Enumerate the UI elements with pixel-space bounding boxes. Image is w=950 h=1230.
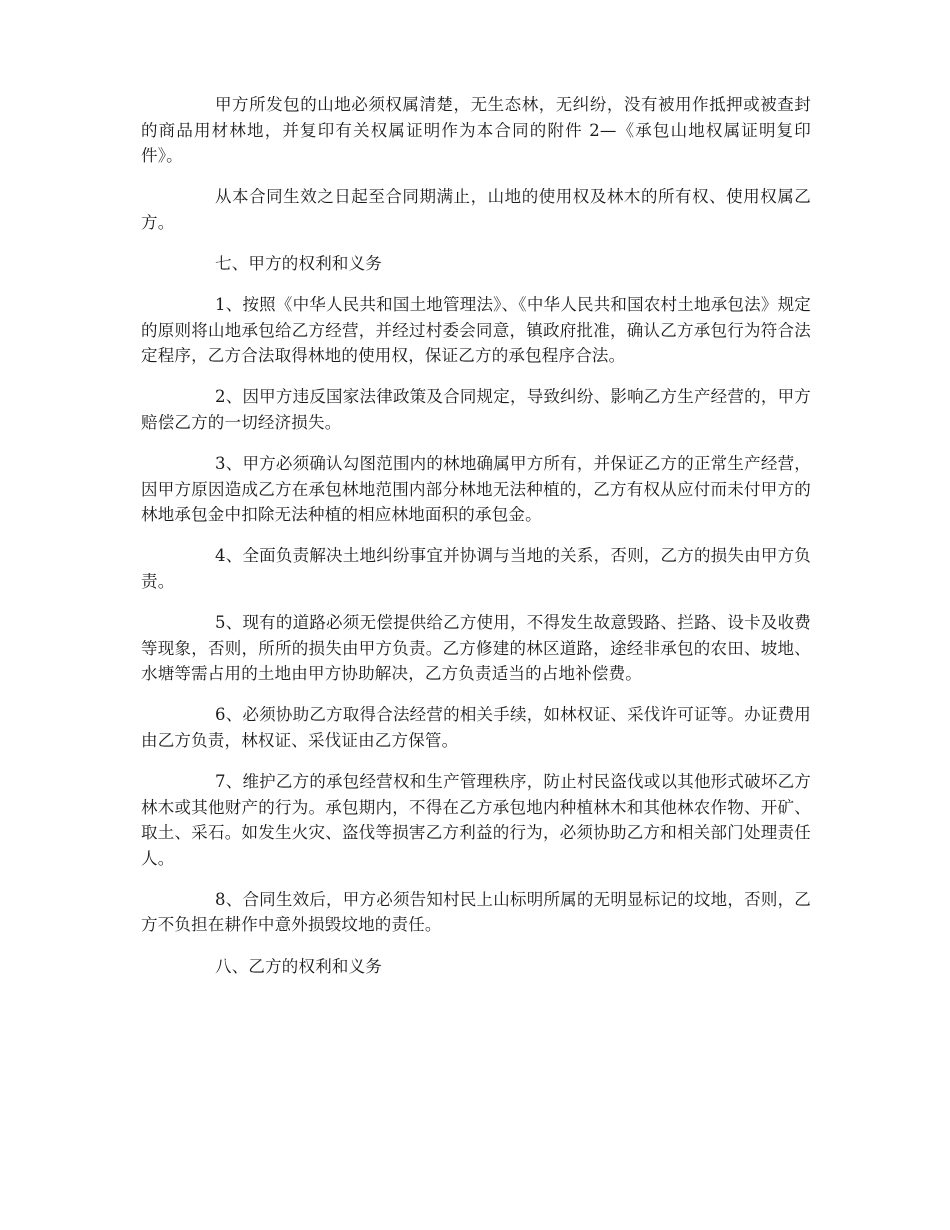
clause-7-5: 5、现有的道路必须无偿提供给乙方使用，不得发生故意毁路、拦路、设卡及收费等现象，否则，所所的损失由甲方负责。乙方修建的林区道路，途经非承包的农田、坡地、水塘等需占用的土地由甲方协助解决，乙方负责适当的占地补偿费。	[141, 613, 811, 684]
section-heading-7: 七、甲方的权利和义务	[215, 253, 382, 273]
clause-7-2: 2、因甲方违反国家法律政策及合同规定，导致纠纷、影响乙方生产经营的，甲方赔偿乙方的一切经济损失。	[141, 387, 811, 432]
clause-7-8: 8、合同生效后，甲方必须告知村民上山标明所属的无明显标记的坟地，否则，乙方不负担在耕作中意外损毁坟地的责任。	[141, 889, 811, 935]
clause-7-7: 7、维护乙方的承包经营权和生产管理秩序，防止村民盗伐或以其他形式破坏乙方林木或其他财产的行为。承包期内，不得在乙方承包地内种植林木和其他林农作物、开矿、取土、采石。如发生火灾、盗伐等损害乙方利益的行为，必须协助乙方和相关部门处理责任人。	[141, 771, 811, 868]
clause-7-1: 1、按照《中华人民共和国土地管理法》、《中华人民共和国农村土地承包法》规定的原则将山地承包给乙方经营，并经过村委会同意，镇政府批准，确认乙方承包行为符合法定程序，乙方合法取得林地的使用权，保证乙方的承包程序合法。	[141, 295, 811, 366]
paragraph-usage-rights: 从本合同生效之日起至合同期满止，山地的使用权及林木的所有权、使用权属乙方。	[141, 187, 811, 232]
clause-7-6: 6、必须协助乙方取得合法经营的相关手续，如林权证、采伐许可证等。办证费用由乙方负责，林权证、采伐证由乙方保管。	[141, 705, 811, 750]
clause-7-4: 4、全面负责解决土地纠纷事宜并协调与当地的关系，否则，乙方的损失由甲方负责。	[141, 546, 811, 591]
document-body	[141, 92, 811, 995]
paragraph-title-rights: 甲方所发包的山地必须权属清楚，无生态林，无纠纷，没有被用作抵押或被查封的商品用材林地，并复印有关权属证明作为本合同的附件 2—《承包山地权属证明复印件》。	[141, 95, 811, 166]
clause-7-3: 3、甲方必须确认勾图范围内的林地确属甲方所有，并保证乙方的正常生产经营，因甲方原因造成乙方在承包林地范围内部分林地无法种植的，乙方有权从应付而未付甲方的林地承包金中扣除无法种植的相应林地面积的承包金。	[141, 454, 811, 525]
section-heading-8: 八、乙方的权利和义务	[215, 956, 382, 976]
